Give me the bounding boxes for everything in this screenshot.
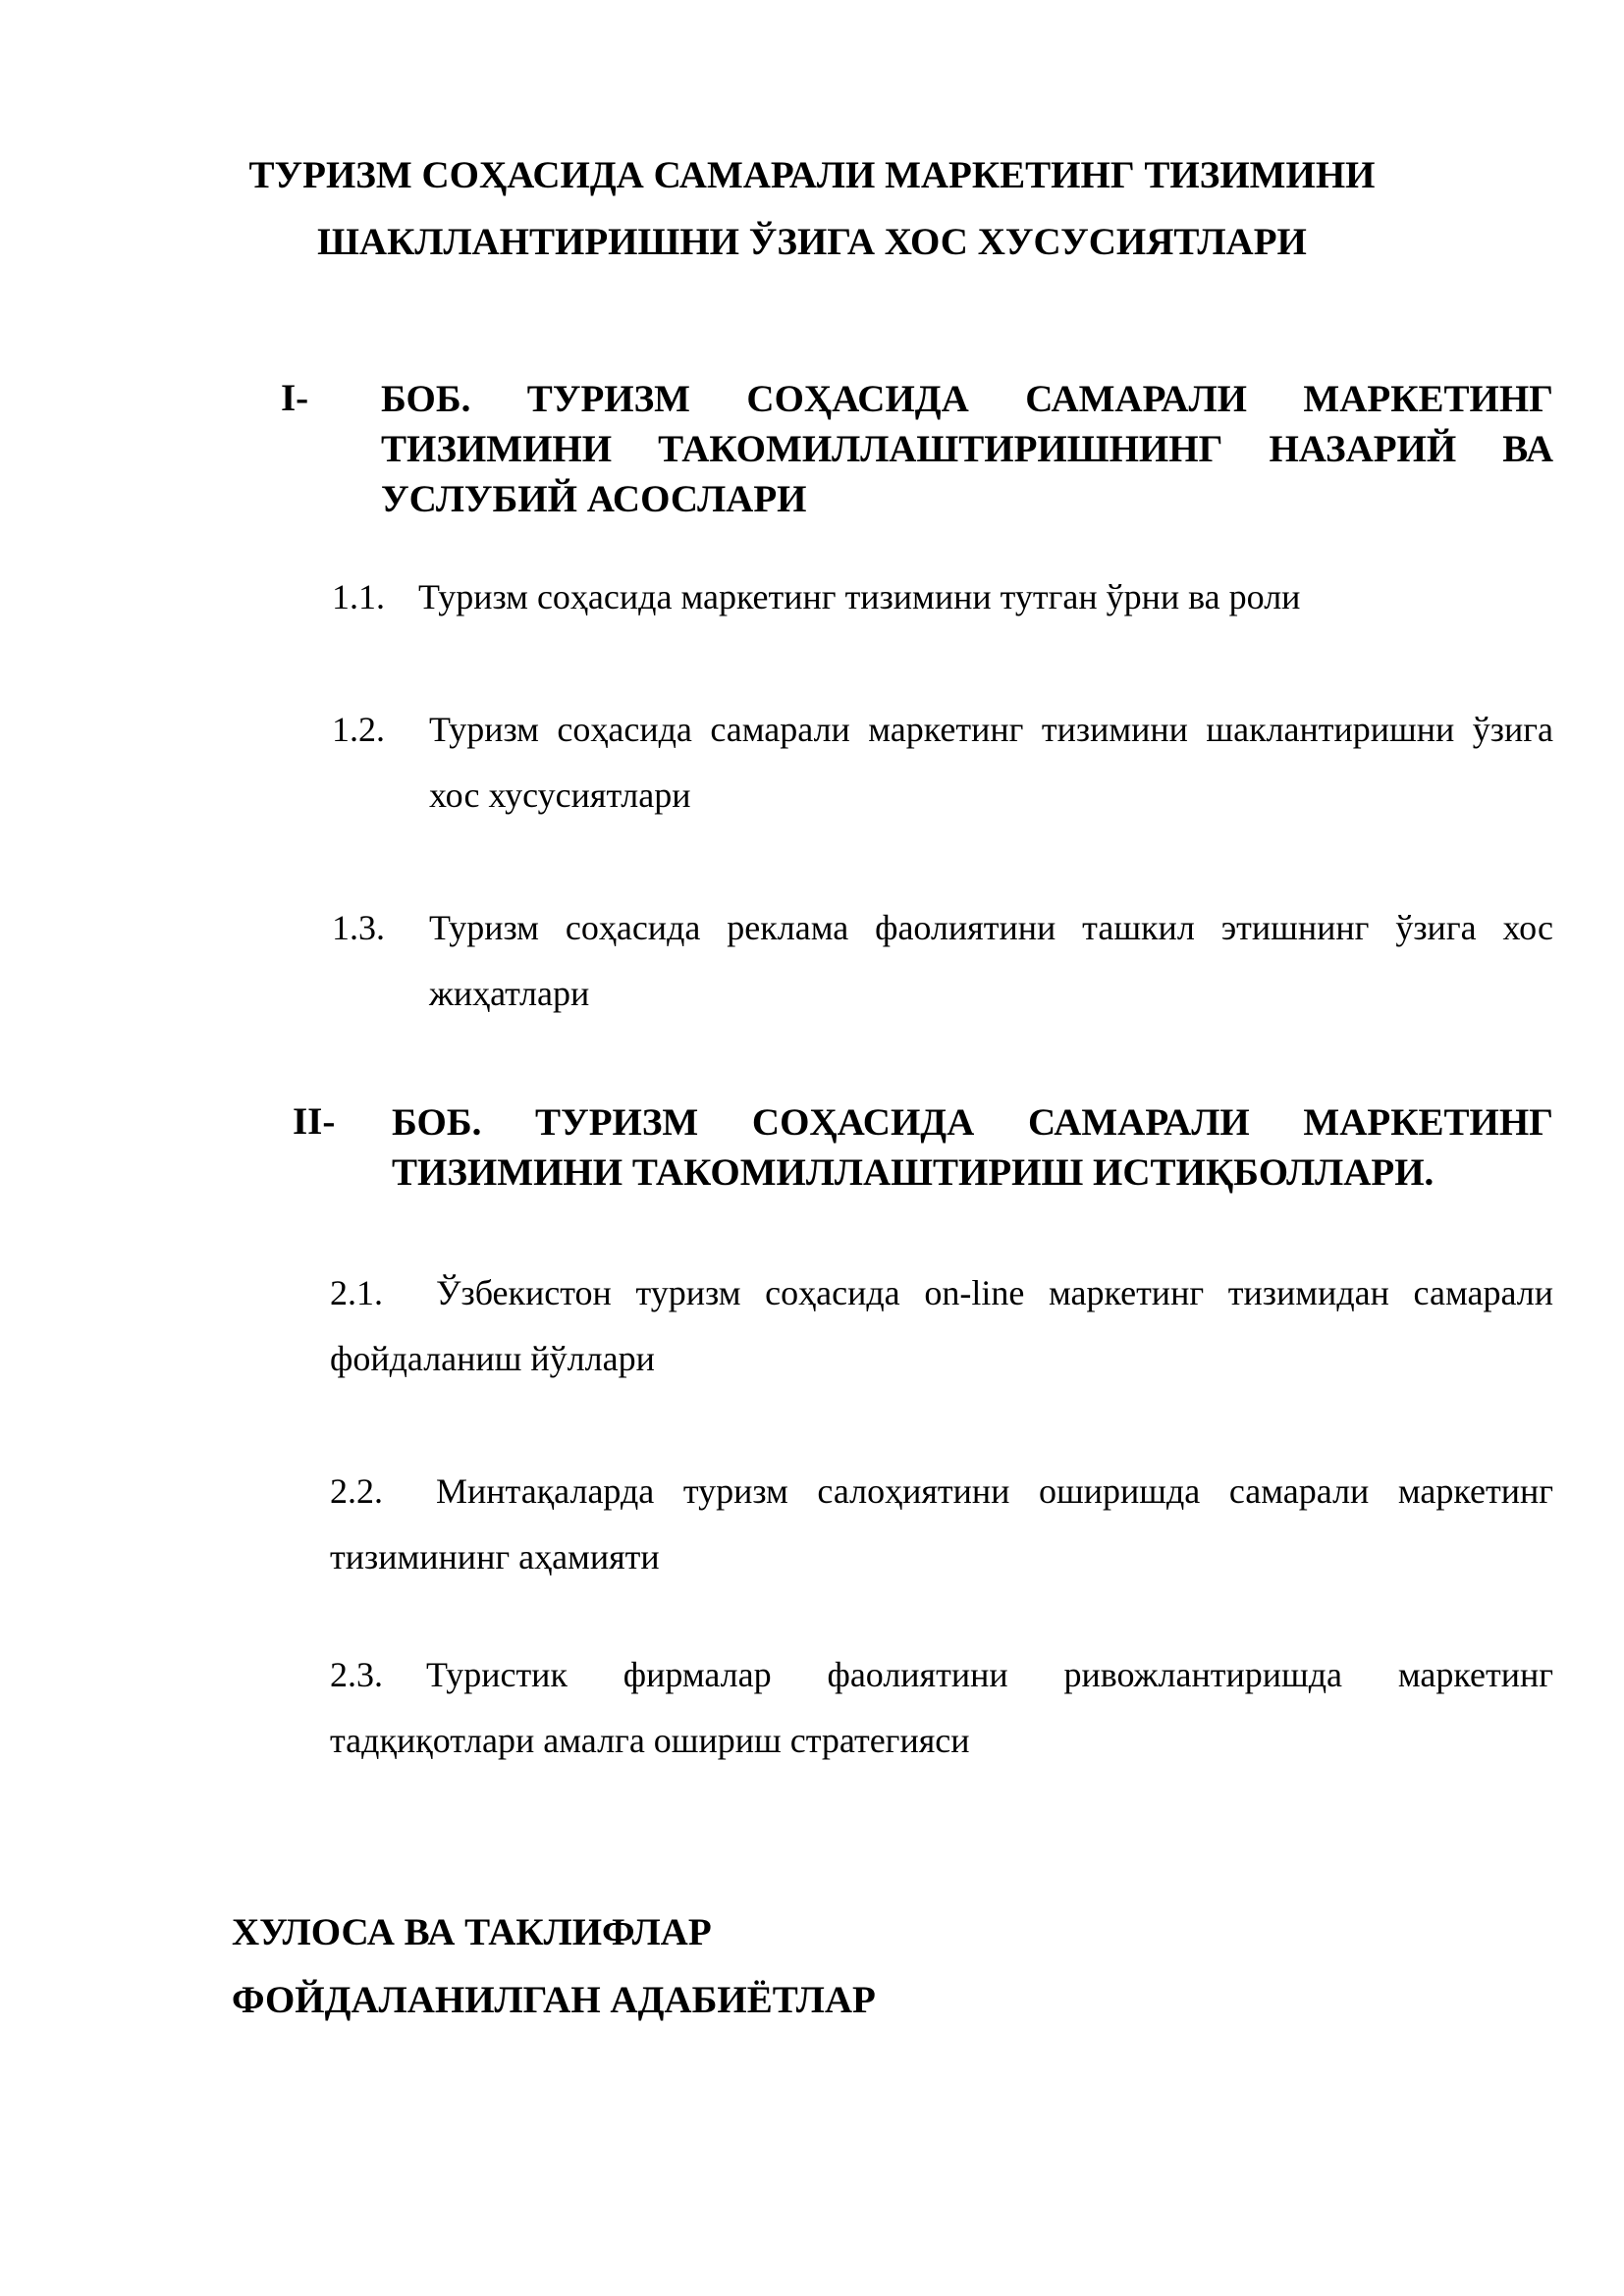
section-2-3-text: Туристик фирмалар фаолиятини ривожлантиришда маркетинг тадқиқотлари амалга ошириш стратегияси (330, 1655, 1553, 1760)
section-1-2-text: Туризм соҳасида самарали маркетинг тизимини шаклантиришни ўзига хос хусусиятлари (429, 710, 1553, 815)
chapter-1-heading: БОБ. ТУРИЗМ СОҲАСИДА САМАРАЛИ МАРКЕТИНГ ТИЗИМИНИ ТАКОМИЛЛАШТИРИШНИНГ НАЗАРИЙ ВА УСЛУБИЙ АСОСЛАРИ (381, 378, 1553, 520)
section-1-1-number: 1.1. (332, 577, 385, 616)
section-2-2-number: 2.2. (330, 1471, 383, 1511)
chapter-2-heading: БОБ. ТУРИЗМ СОҲАСИДА САМАРАЛИ МАРКЕТИНГ ТИЗИМИНИ ТАКОМИЛЛАШТИРИШ ИСТИҚБОЛЛАРИ. (392, 1101, 1553, 1194)
section-1-3-number: 1.3. (332, 908, 385, 947)
section-1-2-number: 1.2. (332, 710, 385, 749)
section-2-2-text: Минтақаларда туризм салоҳиятини оширишда самарали маркетинг тизимининг аҳамияти (330, 1471, 1553, 1576)
section-2-1-text: Ўзбекистон туризм соҳасида on-line маркетинг тизимидан самарали фойдаланиш йўллари (330, 1273, 1553, 1378)
section-2-3-number: 2.3. (330, 1655, 383, 1694)
section-2-2 (330, 1459, 1553, 1590)
document-title-line-1: ТУРИЗМ СОҲАСИДА САМАРАЛИ МАРКЕТИНГ ТИЗИМИНИ (248, 154, 1376, 196)
section-2-3 (330, 1642, 1553, 1774)
conclusions-heading: ХУЛОСА ВА ТАКЛИФЛАР (232, 1911, 712, 1953)
section-1-3-text: Туризм соҳасида реклама фаолиятини ташкил этишнинг ўзига хос жиҳатлари (429, 908, 1553, 1013)
document-title-line-2: ШАКЛЛАНТИРИШНИ ЎЗИГА ХОС ХУСУСИЯТЛАРИ (317, 221, 1307, 263)
section-2-1-number: 2.1. (330, 1273, 383, 1312)
references-heading: ФОЙДАЛАНИЛГАН АДАБИЁТЛАР (232, 1979, 876, 2021)
chapter-2-number: II- (293, 1100, 336, 1143)
section-1-1-text: Туризм соҳасида маркетинг тизимини тутган ўрни ва роли (418, 577, 1301, 616)
chapter-1-number: I- (281, 377, 309, 419)
section-2-1 (330, 1260, 1553, 1392)
